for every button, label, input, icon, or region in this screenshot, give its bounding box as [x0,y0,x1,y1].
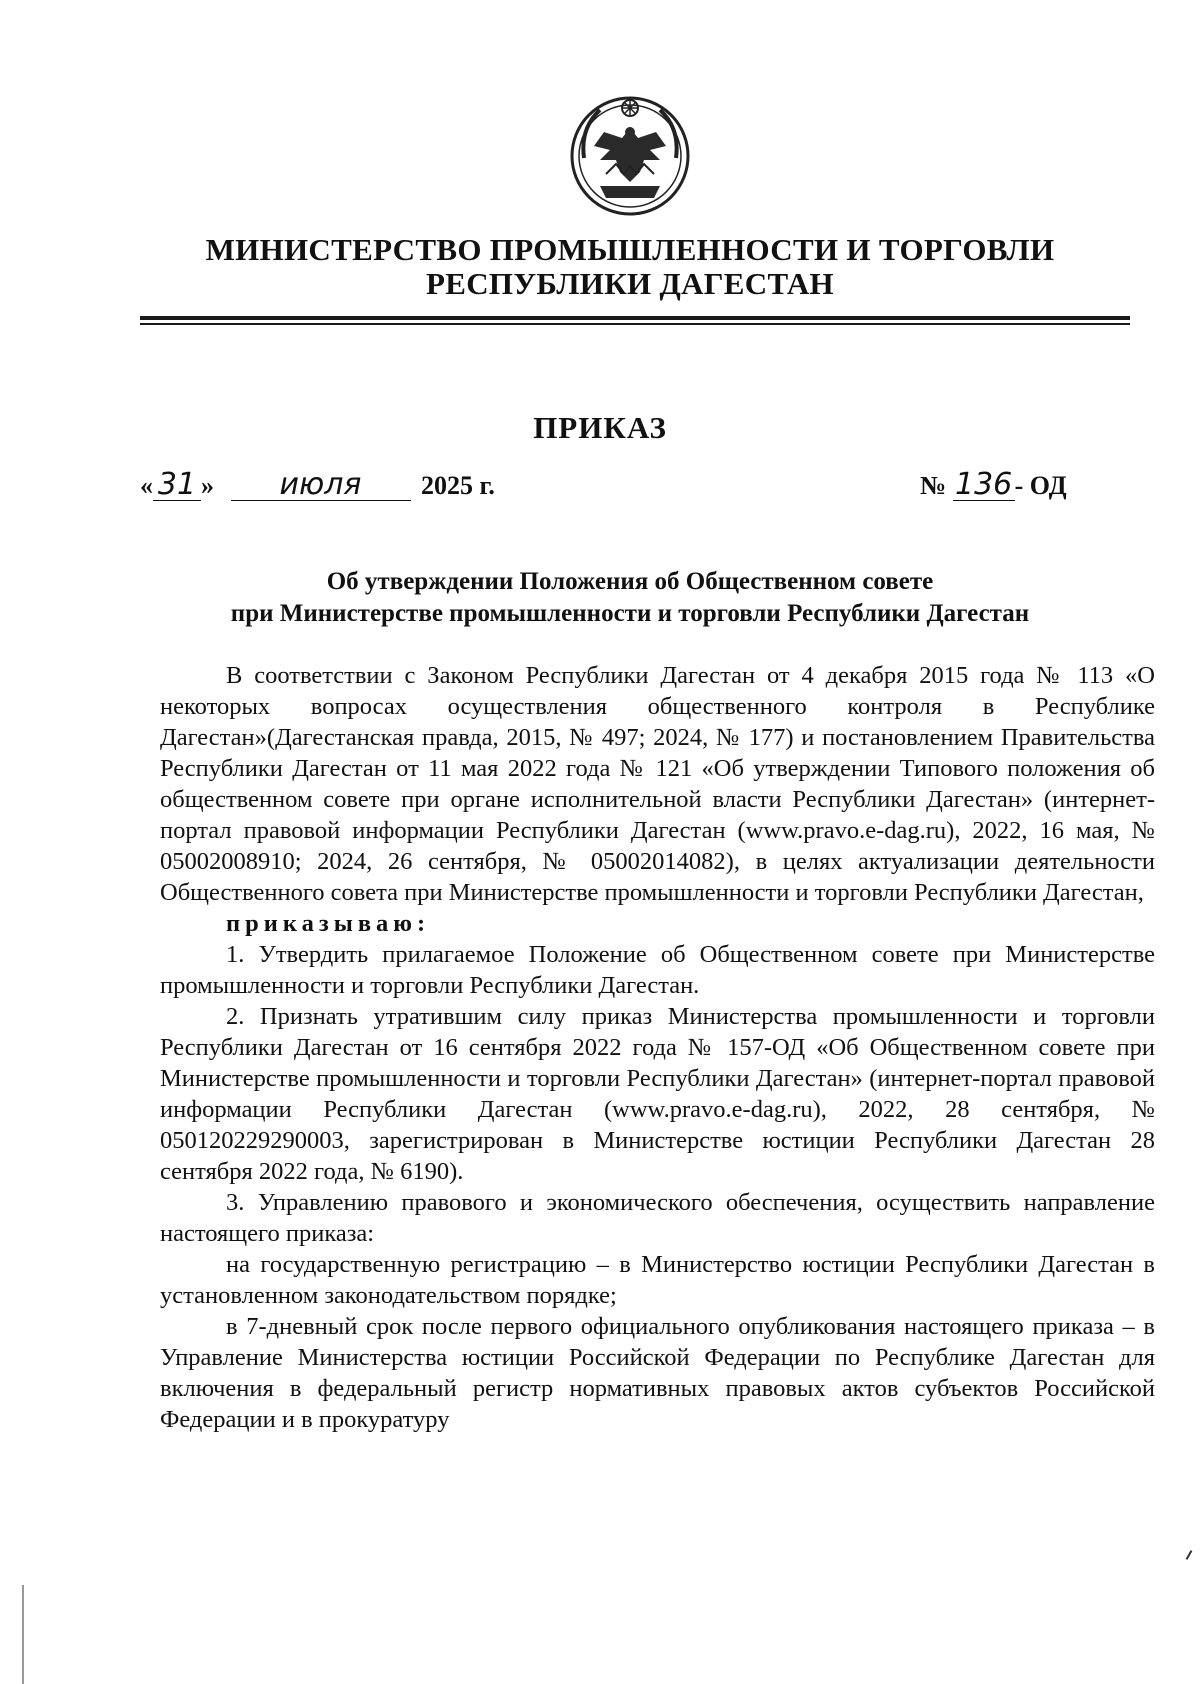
preamble-paragraph: В соответствии с Законом Республики Дагестан от 4 декабря 2015 года № 113 «О некоторых вопросах осуществления общественного контроля в Республике Дагестан»(Дагестанская правда, 2015, № 497; 2024, № 177) и постановлением Правительства Республики Дагестан от 11 мая 2022 года № 121 «Об утверждении Типового положения об общественном совете при органе исполнительной власти Республики Дагестан» (интернет-портал правовой информации Республики Дагестан (www.pravo.e-dag.ru), 2022, 16 мая, № 05002008910; 2024, 26 сентября, № 05002014082), в целях актуализации деятельности Общественного совета при Министерстве промышленности и торговли Республики Дагестан, [160,662,1155,906]
order-date [140,467,495,510]
item-3b-paragraph: в 7-дневный срок после первого официального опубликования настоящего приказа – в Управление Министерства юстиции Российской Федерации по Республике Дагестан для включения в федеральный регистр нормативных правовых актов субъектов Российской Федерации и в прокуратуру [160,1313,1155,1433]
item-3-paragraph: 3. Управлению правового и экономического обеспечения, осуществить направление настоящего приказа: [160,1189,1155,1247]
order-subject-line-2: при Министерстве промышленности и торговли Республики Дагестан [230,600,1030,627]
coat-of-arms-emblem [564,88,696,220]
order-number [920,467,1067,502]
item-3a-paragraph: на государственную регистрацию – в Министерство юстиции Республики Дагестан в установленном законодательством порядке; [160,1251,1155,1309]
scan-speck-mark [1186,1550,1193,1560]
date-open-quote: « [140,471,153,500]
document-type-title: ПРИКАЗ [533,410,667,445]
ministry-name-line-1: МИНИСТЕРСТВО ПРОМЫШЛЕННОСТИ И ТОРГОВЛИ [205,232,1055,267]
header-divider-thin [140,323,1130,325]
scan-edge-mark [22,1585,24,1684]
command-word: приказываю: [226,910,431,937]
date-year: 2025 г. [421,471,495,500]
number-sign: № [920,471,947,500]
order-subject-line-1: Об утверждении Положения об Общественном совете [326,568,934,595]
date-day-handwritten: 31 [153,470,201,501]
item-1-paragraph: 1. Утвердить прилагаемое Положение об Общественном совете при Министерстве промышленности и торговли Республики Дагестан. [160,941,1155,999]
item-2-paragraph: 2. Признать утратившим силу приказ Министерства промышленности и торговли Республики Дагестан от 16 сентября 2022 года № 157-ОД «Об Общественном совете при Министерстве промышленности и торговли Республики Дагестан» (интернет-портал правовой информации Республики Дагестан (www.pravo.e-dag.ru), 2022, 28 сентября, № 050120229290003, зарегистрирован в Министерстве юстиции Республики Дагестан 28 сентября 2022 года, № 6190). [160,1003,1155,1185]
number-value-handwritten: 136 [953,470,1015,501]
header-divider-thick [140,316,1130,320]
date-month-handwritten: июля [231,470,411,501]
number-suffix: - ОД [1014,471,1067,500]
date-close-quote: » [201,471,214,500]
ministry-name-line-2: РЕСПУБЛИКИ ДАГЕСТАН [426,266,834,301]
order-body [160,660,1155,1435]
